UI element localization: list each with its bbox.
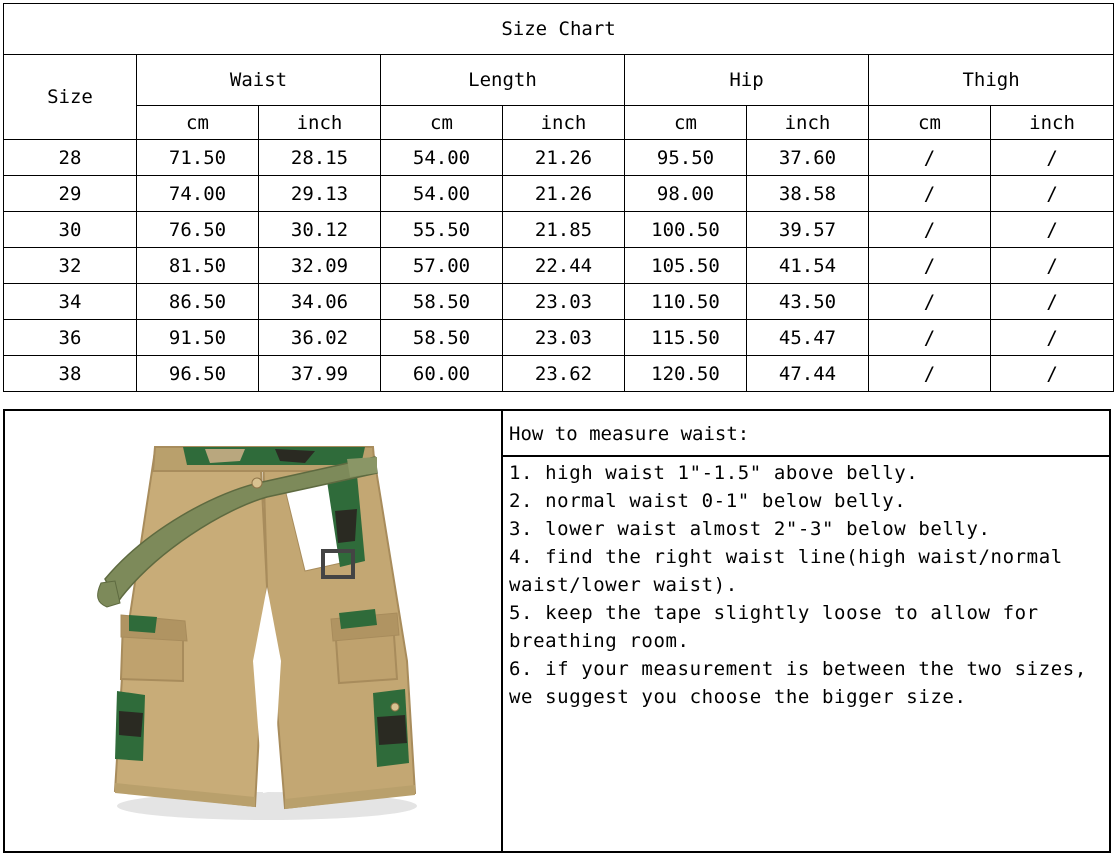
group-header-hip: Hip: [625, 55, 869, 106]
measure-step: 5. keep the tape slightly loose to allow for breathing room.: [509, 602, 1039, 652]
unit-header: cm: [625, 106, 747, 140]
value-cell: 22.44: [503, 248, 625, 284]
value-cell: 32.09: [259, 248, 381, 284]
size-chart-table: [3, 3, 1114, 392]
value-cell: /: [869, 212, 991, 248]
table-row: [4, 176, 1114, 212]
value-cell: /: [991, 212, 1114, 248]
value-cell: 98.00: [625, 176, 747, 212]
measure-title: How to measure waist:: [503, 411, 1109, 457]
value-cell: 58.50: [381, 284, 503, 320]
value-cell: 21.26: [503, 176, 625, 212]
value-cell: /: [991, 320, 1114, 356]
size-cell: 38: [4, 356, 137, 392]
size-cell: 28: [4, 140, 137, 176]
value-cell: /: [869, 140, 991, 176]
chart-title: Size Chart: [4, 4, 1114, 55]
product-photo: [5, 411, 503, 851]
value-cell: 23.03: [503, 320, 625, 356]
value-cell: 38.58: [747, 176, 869, 212]
value-cell: 47.44: [747, 356, 869, 392]
value-cell: /: [991, 176, 1114, 212]
value-cell: 30.12: [259, 212, 381, 248]
unit-header: inch: [503, 106, 625, 140]
unit-header: inch: [747, 106, 869, 140]
value-cell: 41.54: [747, 248, 869, 284]
measure-step: 2. normal waist 0-1" below belly.: [509, 490, 907, 512]
measure-step: 3. lower waist almost 2"-3" below belly.: [509, 518, 991, 540]
value-cell: 120.50: [625, 356, 747, 392]
value-cell: 86.50: [137, 284, 259, 320]
unit-header: cm: [869, 106, 991, 140]
size-header: Size: [4, 55, 137, 140]
value-cell: 74.00: [137, 176, 259, 212]
group-header-waist: Waist: [137, 55, 381, 106]
value-cell: 55.50: [381, 212, 503, 248]
measure-step: 4. find the right waist line(high waist/normal waist/lower waist).: [509, 546, 1063, 596]
value-cell: /: [991, 284, 1114, 320]
table-row: [4, 320, 1114, 356]
size-cell: 29: [4, 176, 137, 212]
value-cell: 54.00: [381, 176, 503, 212]
value-cell: 71.50: [137, 140, 259, 176]
measure-steps: [509, 459, 1099, 711]
value-cell: 60.00: [381, 356, 503, 392]
value-cell: 76.50: [137, 212, 259, 248]
group-header-length: Length: [381, 55, 625, 106]
value-cell: /: [991, 356, 1114, 392]
unit-header: inch: [991, 106, 1114, 140]
table-row: [4, 284, 1114, 320]
value-cell: 37.60: [747, 140, 869, 176]
value-cell: 91.50: [137, 320, 259, 356]
measure-step: 1. high waist 1"-1.5" above belly.: [509, 462, 919, 484]
measure-instructions: [503, 411, 1109, 851]
size-cell: 30: [4, 212, 137, 248]
value-cell: 36.02: [259, 320, 381, 356]
value-cell: 58.50: [381, 320, 503, 356]
table-row: [4, 356, 1114, 392]
value-cell: 57.00: [381, 248, 503, 284]
value-cell: 28.15: [259, 140, 381, 176]
value-cell: /: [869, 320, 991, 356]
value-cell: /: [869, 176, 991, 212]
table-row: [4, 212, 1114, 248]
value-cell: 110.50: [625, 284, 747, 320]
value-cell: 39.57: [747, 212, 869, 248]
value-cell: 23.03: [503, 284, 625, 320]
unit-header: cm: [137, 106, 259, 140]
value-cell: /: [869, 356, 991, 392]
group-header-thigh: Thigh: [869, 55, 1114, 106]
value-cell: /: [991, 140, 1114, 176]
value-cell: /: [869, 248, 991, 284]
unit-header: inch: [259, 106, 381, 140]
size-cell: 36: [4, 320, 137, 356]
value-cell: 37.99: [259, 356, 381, 392]
table-row: [4, 140, 1114, 176]
value-cell: 54.00: [381, 140, 503, 176]
unit-header: cm: [381, 106, 503, 140]
value-cell: 96.50: [137, 356, 259, 392]
value-cell: 21.26: [503, 140, 625, 176]
value-cell: 21.85: [503, 212, 625, 248]
value-cell: 34.06: [259, 284, 381, 320]
value-cell: 45.47: [747, 320, 869, 356]
value-cell: 105.50: [625, 248, 747, 284]
value-cell: /: [991, 248, 1114, 284]
value-cell: 100.50: [625, 212, 747, 248]
value-cell: /: [869, 284, 991, 320]
value-cell: 29.13: [259, 176, 381, 212]
table-row: [4, 248, 1114, 284]
measure-step: 6. if your measurement is between the two sizes, we suggest you choose the bigger size.: [509, 658, 1087, 708]
measure-guide-panel: [3, 409, 1111, 853]
value-cell: 81.50: [137, 248, 259, 284]
value-cell: 23.62: [503, 356, 625, 392]
cargo-shorts-icon: [5, 411, 501, 851]
size-cell: 32: [4, 248, 137, 284]
value-cell: 95.50: [625, 140, 747, 176]
size-cell: 34: [4, 284, 137, 320]
value-cell: 115.50: [625, 320, 747, 356]
value-cell: 43.50: [747, 284, 869, 320]
